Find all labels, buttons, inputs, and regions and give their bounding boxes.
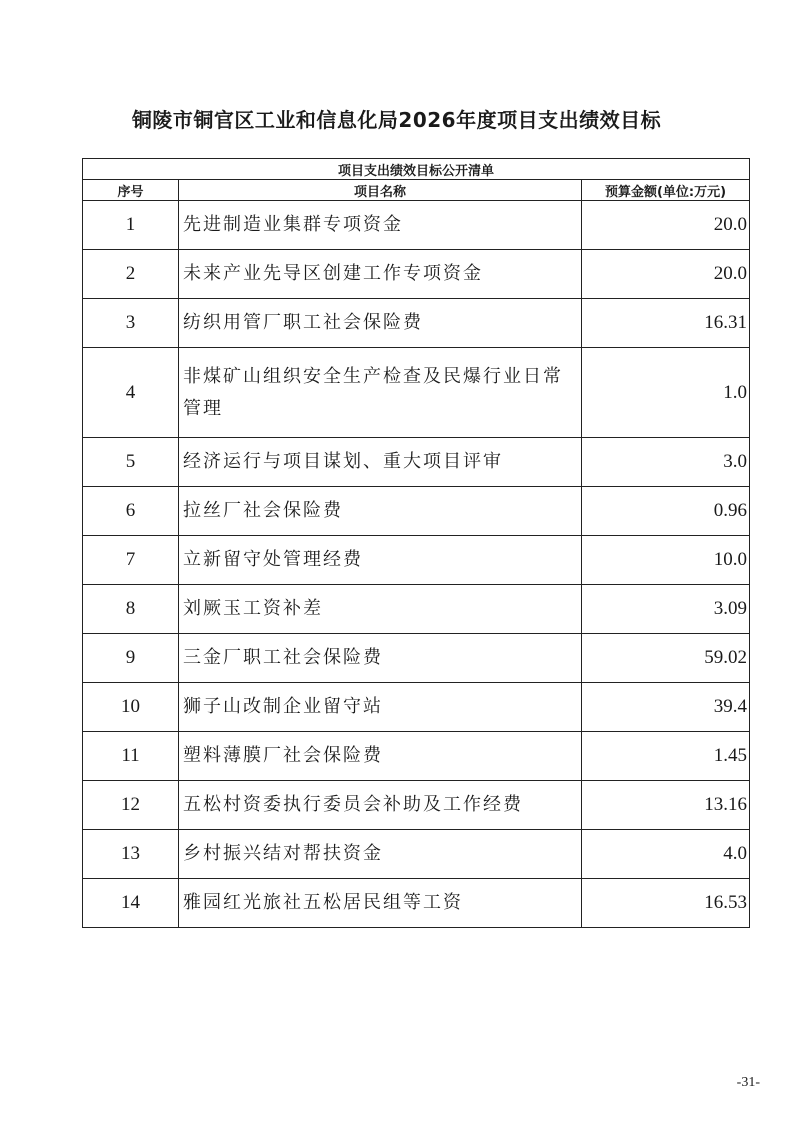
table-caption: 项目支出绩效目标公开清单 [83,159,750,180]
row-amount: 13.16 [582,781,750,830]
row-no: 12 [83,781,179,830]
row-no: 2 [83,250,179,299]
row-amount: 1.45 [582,732,750,781]
table-row [83,299,750,348]
row-amount: 59.02 [582,634,750,683]
row-no: 11 [83,732,179,781]
header-amount: 预算金额(单位:万元) [582,180,750,201]
row-amount: 16.31 [582,299,750,348]
row-amount: 0.96 [582,487,750,536]
row-no: 14 [83,879,179,928]
table-row [83,348,750,438]
row-no: 1 [83,201,179,250]
page-number: -31- [736,1075,760,1090]
table-row [83,585,750,634]
table-row [83,250,750,299]
row-amount: 1.0 [582,348,750,438]
row-name: 塑料薄膜厂社会保险费 [179,732,582,781]
row-no: 5 [83,438,179,487]
row-name: 纺织用管厂职工社会保险费 [179,299,582,348]
row-amount: 20.0 [582,201,750,250]
row-name: 拉丝厂社会保险费 [179,487,582,536]
table-row [83,536,750,585]
table-row [83,683,750,732]
table-row [83,830,750,879]
table-header-row [83,180,750,201]
table-row [83,438,750,487]
row-amount: 10.0 [582,536,750,585]
row-no: 10 [83,683,179,732]
row-no: 3 [83,299,179,348]
row-amount: 20.0 [582,250,750,299]
row-name: 三金厂职工社会保险费 [179,634,582,683]
row-name: 非煤矿山组织安全生产检查及民爆行业日常管理 [179,348,582,438]
row-name: 狮子山改制企业留守站 [179,683,582,732]
budget-table [82,158,750,928]
header-name: 项目名称 [179,180,582,201]
header-no: 序号 [83,180,179,201]
row-amount: 3.0 [582,438,750,487]
row-name: 乡村振兴结对帮扶资金 [179,830,582,879]
table-row [83,487,750,536]
row-name: 未来产业先导区创建工作专项资金 [179,250,582,299]
table-row [83,732,750,781]
document-title: 铜陵市铜官区工业和信息化局2026年度项目支出绩效目标 [131,108,662,132]
row-amount: 16.53 [582,879,750,928]
row-amount: 3.09 [582,585,750,634]
row-no: 7 [83,536,179,585]
row-amount: 39.4 [582,683,750,732]
table-row [83,634,750,683]
row-no: 6 [83,487,179,536]
table-caption-row [83,159,750,180]
row-name: 雅园红光旅社五松居民组等工资 [179,879,582,928]
row-no: 8 [83,585,179,634]
row-name: 经济运行与项目谋划、重大项目评审 [179,438,582,487]
row-no: 4 [83,348,179,438]
row-no: 9 [83,634,179,683]
row-name: 立新留守处管理经费 [179,536,582,585]
row-name: 五松村资委执行委员会补助及工作经费 [179,781,582,830]
row-amount: 4.0 [582,830,750,879]
row-name: 刘厥玉工资补差 [179,585,582,634]
table-row [83,781,750,830]
row-name: 先进制造业集群专项资金 [179,201,582,250]
row-no: 13 [83,830,179,879]
table-row [83,879,750,928]
table-row [83,201,750,250]
